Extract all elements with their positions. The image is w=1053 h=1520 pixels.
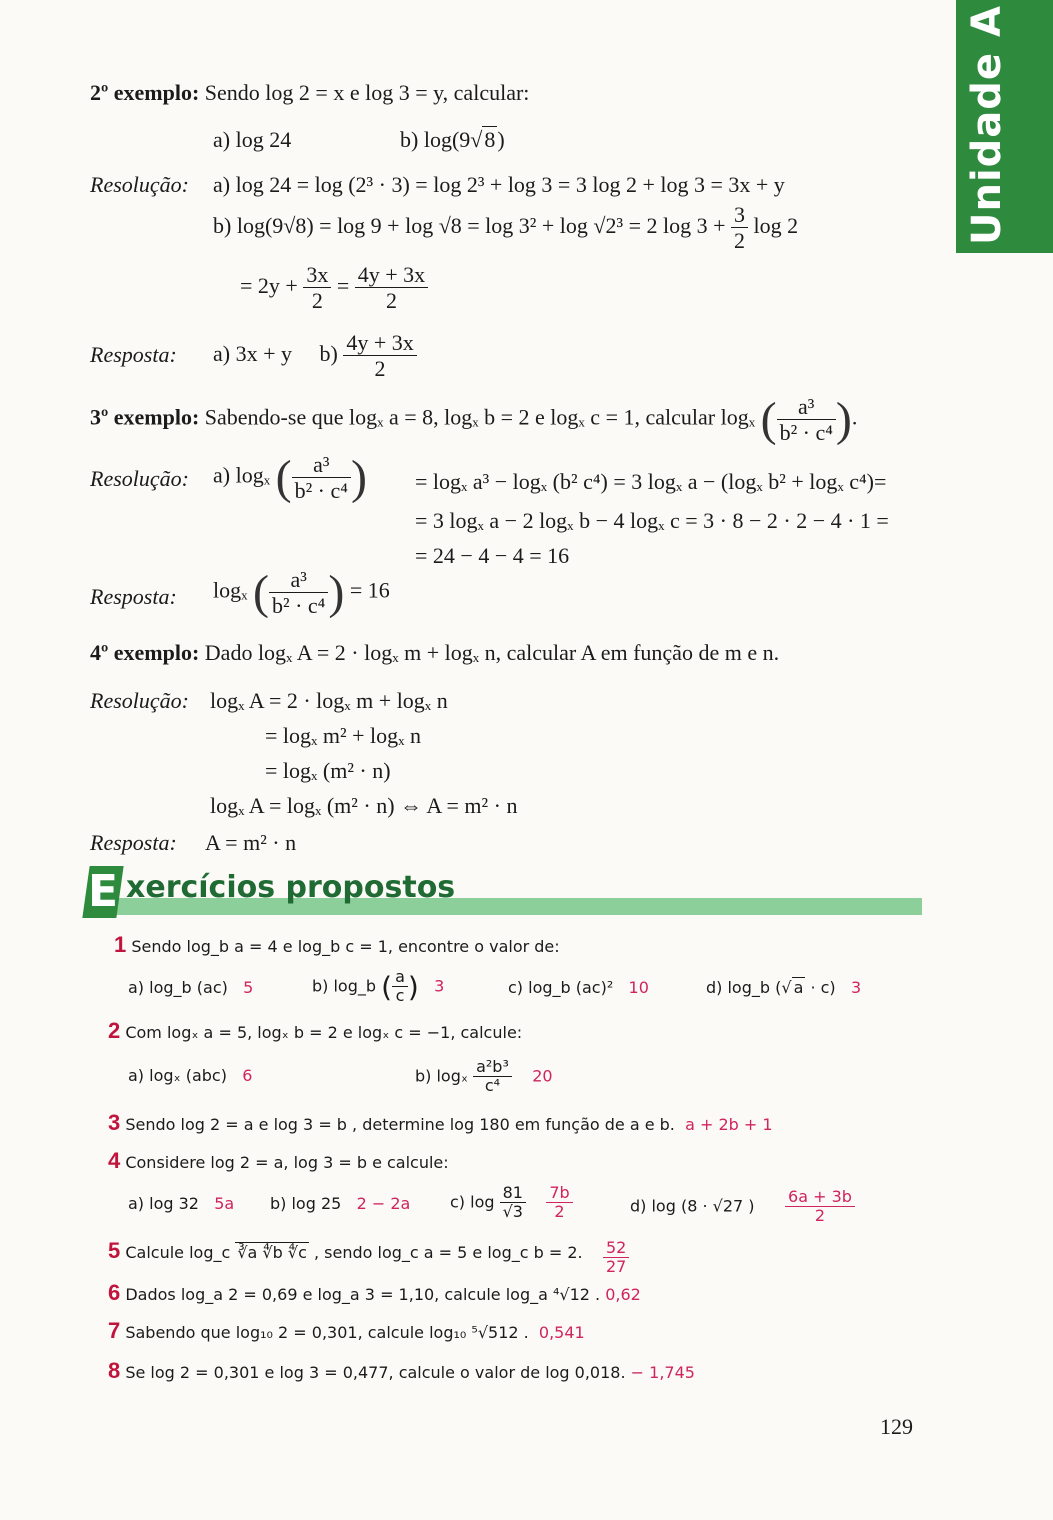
example-4-line1: logₓ A = 2 · logₓ m + logₓ n <box>210 688 448 713</box>
exercises-initial-badge: E <box>82 866 123 918</box>
exercise-4-item-c: c) log $\frac{81}{√3}$ $\frac{7b}{2}$ <box>450 1184 573 1222</box>
exercises-title: xercícios propostos <box>126 870 456 905</box>
page-number: 129 <box>880 1414 913 1439</box>
example-2-resolution-b-line2: = 2y + $\frac{3x}{2}$ = $\frac{4y + 3x}{2}$ <box>240 262 428 314</box>
exercise-1-item-c: c) log_b (ac)² 10 <box>508 978 649 997</box>
unit-label: Unidade A <box>964 5 1010 245</box>
exercise-2: 2 Com logₓ a = 5, logₓ b = 2 e logₓ c = −1, calcule: <box>108 1018 523 1043</box>
exercise-4: 4 Considere log 2 = a, log 3 = b e calcule: <box>108 1148 449 1173</box>
example-4-statement: 4º exemplo: Dado logₓ A = 2 · logₓ m + logₓ n, calcular A em função de m e n. <box>90 640 780 665</box>
exercise-5: 5 Calcule log_c ∛a ∜b ∜c , sendo log_c a = 5 e log_c b = 2. $\frac{52}{27}$ <box>108 1238 629 1276</box>
example-2-item-a: a) log 24 <box>213 127 292 152</box>
exercise-4-item-b: b) log 25 2 − 2a <box>270 1194 411 1213</box>
chapter-label <box>1002 20 1042 220</box>
example-2-resolution-b: b) log(9√8) = log 9 + log √8 = log 3² + log √2³ = 2 log 3 + $\frac{3}{2}$ log 2 <box>213 202 799 254</box>
example-2-answer: a) 3x + y b) $\frac{4y + 3x}{2}$ <box>213 330 417 382</box>
exercise-7: 7 Sabendo que log₁₀ 2 = 0,301, calcule log₁₀ ⁵√512 . 0,541 <box>108 1318 585 1343</box>
exercise-1-item-b: b) log_b ( $\frac{a}{c}$ ) 3 <box>312 967 445 1006</box>
exercise-6: 6 Dados log_a 2 = 0,69 e log_a 3 = 1,10, calcule log_a ⁴√12 . 0,62 <box>108 1280 641 1305</box>
example-3-resolution-label: Resolução: <box>90 466 189 491</box>
example-4-resolution-label: Resolução: <box>90 688 189 713</box>
example-2-resolution-a: a) log 24 = log (2³ · 3) = log 2³ + log 3 = 3 log 2 + log 3 = 3x + y <box>213 172 785 197</box>
exercise-1-item-a: a) log_b (ac) 5 <box>128 978 254 997</box>
example-2-statement: 2º exemplo: Sendo log 2 = x e log 3 = y, calcular: <box>90 80 530 105</box>
example-2-answer-label: Resposta: <box>90 342 177 367</box>
example-4-line4: logₓ A = logₓ (m² · n) ⇔ A = m² · n <box>210 793 518 818</box>
example-4-answer-label: Resposta: <box>90 830 177 855</box>
exercise-2-item-a: a) logₓ (abc) 6 <box>128 1066 253 1085</box>
example-3-answer-label: Resposta: <box>90 584 177 609</box>
example-3-resolution-line2: = 3 logₓ a − 2 logₓ b − 4 logₓ c = 3 · 8 − 2 · 2 − 4 · 1 = <box>415 508 889 533</box>
exercise-1: 1 Sendo log_b a = 4 e log_b c = 1, encontre o valor de: <box>114 932 560 957</box>
example-3-answer: logₓ ( $\frac{\text{a³}}{\text{b² · c⁴}}$ ) = 16 <box>213 566 390 619</box>
exercise-4-item-a: a) log 32 5a <box>128 1194 235 1213</box>
example-2-item-b: b) log(9√8) <box>400 127 505 152</box>
example-3-resolution-line3: = 24 − 4 − 4 = 16 <box>415 543 570 568</box>
exercise-4-item-d: d) log (8 · √27 ) $\frac{6a + 3b}{2}$ <box>630 1188 855 1226</box>
exercise-1-item-d: d) log_b (√ a · c) 3 <box>706 978 862 997</box>
example-3-resolution-fraction: a) logₓ ( $\frac{\text{a³}}{\text{b² · c⁴}}$ ) <box>213 451 367 504</box>
example-3-statement: 3º exemplo: Sabendo-se que logₓ a = 8, logₓ b = 2 e logₓ c = 1, calcular logₓ ( $\frac{\text{a³}}{\text{b² · c⁴}}$ ). <box>90 393 858 446</box>
example-3-resolution-line1: = logₓ a³ − logₓ (b² c⁴) = 3 logₓ a − (logₓ b² + logₓ c⁴)= <box>415 469 887 494</box>
example-4-answer: A = m² · n <box>205 830 297 855</box>
exercise-8: 8 Se log 2 = 0,301 e log 3 = 0,477, calcule o valor de log 0,018. − 1,745 <box>108 1358 695 1383</box>
exercise-2-item-b: b) logₓ $\frac{\text{a²b³}}{\text{c⁴}}$ 20 <box>415 1057 553 1096</box>
exercise-3: 3 Sendo log 2 = a e log 3 = b , determine log 180 em função de a e b. a + 2b + 1 <box>108 1110 773 1135</box>
example-2-resolution-label: Resolução: <box>90 172 189 197</box>
example-4-line2: = logₓ m² + logₓ n <box>265 723 422 748</box>
example-4-line3: = logₓ (m² · n) <box>265 758 391 783</box>
